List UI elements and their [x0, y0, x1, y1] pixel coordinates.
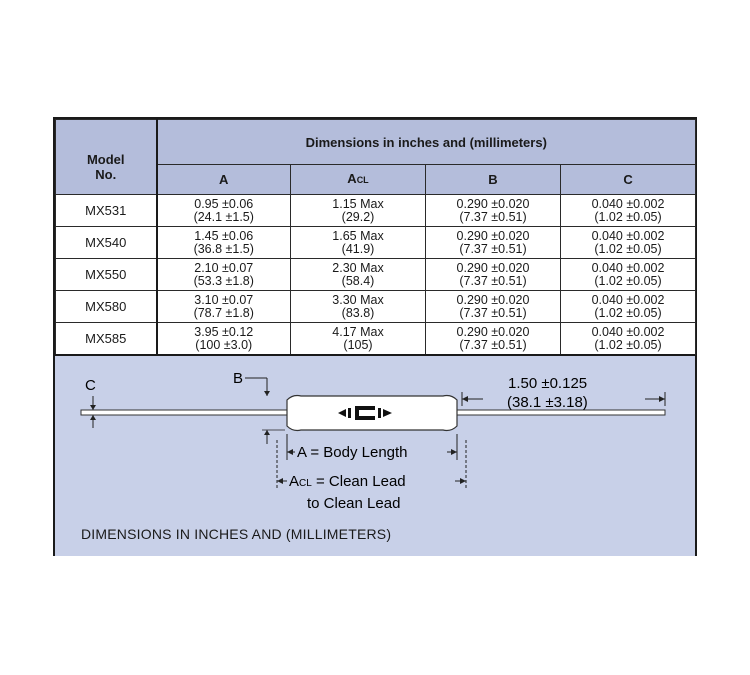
- value-mm: (1.02 ±0.05): [594, 337, 662, 352]
- group-header: Dimensions in inches and (millimeters): [157, 120, 696, 165]
- label-b: B: [233, 370, 244, 387]
- value-inches: 2.10 ±0.07: [194, 260, 254, 275]
- value-mm: (1.02 ±0.05): [594, 209, 662, 224]
- column-header-label: A: [219, 172, 229, 187]
- dimension-cell: [561, 227, 696, 259]
- dimension-cell: [426, 195, 561, 227]
- resistor-diagram: [55, 354, 695, 556]
- value-inches: 4.17 Max: [332, 324, 384, 339]
- value-mm: (58.4): [341, 273, 375, 288]
- value-mm: (7.37 ±0.51): [459, 305, 527, 320]
- table-row: [56, 227, 696, 259]
- dimension-cell: [291, 259, 426, 291]
- value-inches: 0.040 ±0.002: [591, 196, 665, 211]
- value-inches: 1.65 Max: [332, 228, 384, 243]
- diagram-caption: DIMENSIONS IN INCHES AND (MILLIMETERS): [81, 526, 392, 542]
- acl-label: ACL = Clean Lead: [289, 473, 406, 490]
- value-mm: (24.1 ±1.5): [193, 209, 254, 224]
- value-mm: (100 ±3.0): [195, 337, 253, 352]
- value-inches: 0.040 ±0.002: [591, 292, 665, 307]
- table-row: [56, 259, 696, 291]
- lead-length-label: 1.50 ±0.125: [508, 375, 588, 392]
- value-mm: (41.9): [341, 241, 375, 256]
- value-inches: 0.290 ±0.020: [456, 196, 530, 211]
- value-mm: (1.02 ±0.05): [594, 305, 662, 320]
- column-header-3: [561, 165, 696, 195]
- dimension-cell: [426, 291, 561, 323]
- left-lead: [81, 410, 287, 415]
- table-row: [56, 195, 696, 227]
- value-inches: 0.290 ±0.020: [456, 260, 530, 275]
- dimension-cell: [561, 195, 696, 227]
- model-cell: MX531: [56, 195, 157, 227]
- model-header-text: Model No.: [86, 152, 125, 182]
- column-header-1: [291, 165, 426, 195]
- value-mm: (29.2): [341, 209, 375, 224]
- column-header-2: [426, 165, 561, 195]
- value-inches: 3.10 ±0.07: [194, 292, 254, 307]
- spec-frame: [53, 117, 697, 556]
- value-inches: 0.040 ±0.002: [591, 228, 665, 243]
- dimension-cell: [426, 259, 561, 291]
- column-header-0: [157, 165, 291, 195]
- dimension-cell: [157, 323, 291, 355]
- table-row: [56, 323, 696, 355]
- dimension-cell: [291, 291, 426, 323]
- column-header-label: C: [623, 172, 633, 187]
- value-inches: 2.30 Max: [332, 260, 384, 275]
- acl-label-line2: to Clean Lead: [307, 495, 401, 512]
- model-cell: MX550: [56, 259, 157, 291]
- value-inches: 0.290 ±0.020: [456, 292, 530, 307]
- model-cell: MX585: [56, 323, 157, 355]
- lead-length-mm-label: (38.1 ±3.18): [507, 394, 588, 411]
- value-mm: (36.8 ±1.5): [193, 241, 254, 256]
- model-header: [56, 120, 157, 195]
- value-mm: (1.02 ±0.05): [594, 241, 662, 256]
- value-inches: 0.040 ±0.002: [591, 324, 665, 339]
- dimension-cell: [157, 195, 291, 227]
- dimension-cell: [426, 323, 561, 355]
- body-length-label: A = Body Length: [297, 444, 408, 461]
- value-mm: (78.7 ±1.8): [193, 305, 254, 320]
- dimension-cell: [426, 227, 561, 259]
- value-mm: (105): [343, 337, 373, 352]
- column-header-subscript: CL: [356, 175, 369, 185]
- value-mm: (7.37 ±0.51): [459, 209, 527, 224]
- column-header-label: A: [347, 171, 357, 186]
- value-inches: 0.290 ±0.020: [456, 324, 530, 339]
- label-c: C: [85, 377, 96, 394]
- resistor-body: [287, 396, 457, 431]
- dimension-table: [55, 119, 696, 355]
- value-inches: 0.040 ±0.002: [591, 260, 665, 275]
- value-mm: (7.37 ±0.51): [459, 337, 527, 352]
- value-mm: (1.02 ±0.05): [594, 273, 662, 288]
- value-mm: (7.37 ±0.51): [459, 273, 527, 288]
- value-inches: 3.95 ±0.12: [194, 324, 254, 339]
- value-inches: 0.290 ±0.020: [456, 228, 530, 243]
- value-inches: 1.45 ±0.06: [194, 228, 254, 243]
- model-cell: MX580: [56, 291, 157, 323]
- value-inches: 1.15 Max: [332, 196, 384, 211]
- value-mm: (7.37 ±0.51): [459, 241, 527, 256]
- dimension-cell: [157, 227, 291, 259]
- dimension-cell: [291, 227, 426, 259]
- dimension-cell: [291, 323, 426, 355]
- dimension-cell: [561, 259, 696, 291]
- model-cell: MX540: [56, 227, 157, 259]
- column-header-label: B: [488, 172, 498, 187]
- dimension-cell: [291, 195, 426, 227]
- dimension-cell: [561, 291, 696, 323]
- table-row: [56, 291, 696, 323]
- value-mm: (83.8): [341, 305, 375, 320]
- dimension-cell: [157, 259, 291, 291]
- value-inches: 0.95 ±0.06: [194, 196, 254, 211]
- value-mm: (53.3 ±1.8): [193, 273, 254, 288]
- dimension-cell: [157, 291, 291, 323]
- dimension-cell: [561, 323, 696, 355]
- value-inches: 3.30 Max: [332, 292, 384, 307]
